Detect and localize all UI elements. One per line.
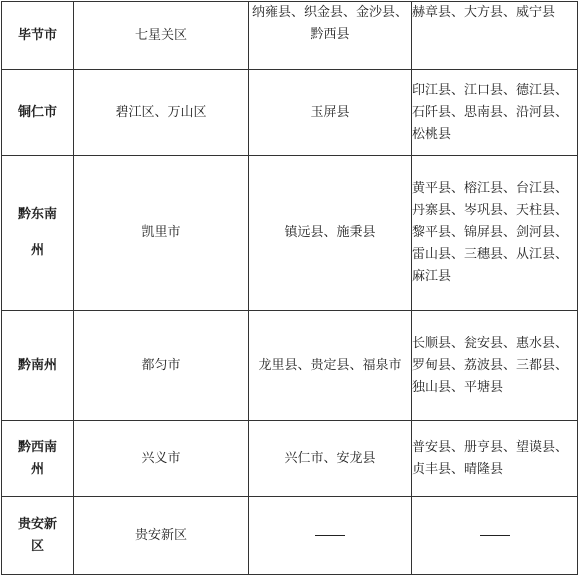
city-cell: 黔东南州	[2, 156, 74, 311]
county-level-cell: 龙里县、贵定县、福泉市	[249, 311, 412, 421]
city-cell: 毕节市	[2, 2, 74, 70]
table-row	[2, 421, 578, 497]
counties-cell	[412, 497, 578, 575]
city-cell: 黔南州	[2, 311, 74, 421]
city-cell: 黔西南州	[2, 421, 74, 497]
table-row	[2, 70, 578, 156]
county-level-cell: 镇远县、施秉县	[249, 156, 412, 311]
city-cell: 铜仁市	[2, 70, 74, 156]
district-cell: 贵安新区	[74, 497, 249, 575]
district-cell: 兴义市	[74, 421, 249, 497]
table-row	[2, 311, 578, 421]
city-cell: 贵安新区	[2, 497, 74, 575]
county-level-cell: 兴仁市、安龙县	[249, 421, 412, 497]
counties-cell: 长顺县、瓮安县、惠水县、罗甸县、荔波县、三都县、独山县、平塘县	[412, 311, 578, 421]
counties-cell: 印江县、江口县、德江县、石阡县、思南县、沿河县、松桃县	[412, 70, 578, 156]
empty-dash	[480, 535, 510, 536]
county-level-cell: 玉屏县	[249, 70, 412, 156]
district-cell: 碧江区、万山区	[74, 70, 249, 156]
admin-division-table	[1, 1, 578, 575]
county-level-cell	[249, 497, 412, 575]
district-cell: 凯里市	[74, 156, 249, 311]
counties-cell: 普安县、册亨县、望谟县、贞丰县、晴隆县	[412, 421, 578, 497]
table-row	[2, 2, 578, 70]
empty-dash	[315, 535, 345, 536]
counties-cell: 黄平县、榕江县、台江县、丹寨县、岑巩县、天柱县、黎平县、锦屏县、剑河县、雷山县、三穗县、从江县、麻江县	[412, 156, 578, 311]
district-cell: 七星关区	[74, 2, 249, 70]
table-row	[2, 497, 578, 575]
county-level-cell: 纳雍县、织金县、金沙县、黔西县	[249, 2, 412, 70]
table-row	[2, 156, 578, 311]
district-cell: 都匀市	[74, 311, 249, 421]
counties-cell: 赫章县、大方县、威宁县	[412, 2, 578, 70]
